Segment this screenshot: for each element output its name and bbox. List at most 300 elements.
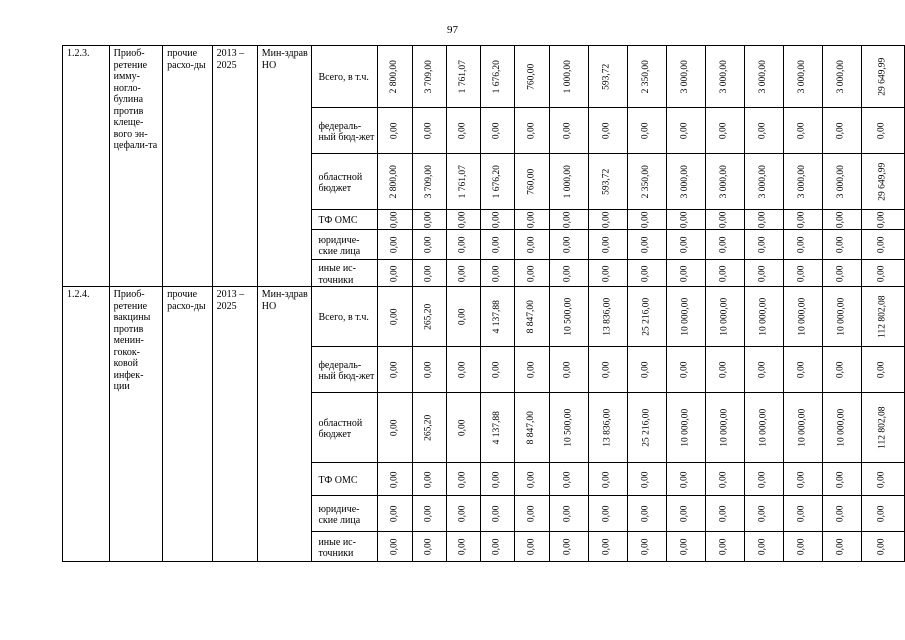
value-text: 0,00 xyxy=(601,122,612,140)
value-cell xyxy=(549,393,588,463)
value-text: 0,00 xyxy=(423,538,434,556)
value-cell xyxy=(378,260,412,287)
value-text: 3 000,00 xyxy=(718,60,729,94)
value-cell xyxy=(822,230,861,260)
value-text: 0,00 xyxy=(423,265,434,282)
value-text: 0,00 xyxy=(526,538,537,556)
value-text: 0,00 xyxy=(877,505,888,523)
value-cell xyxy=(666,154,705,210)
value-text: 3 000,00 xyxy=(679,165,690,199)
value-text: 0,00 xyxy=(796,122,807,140)
value-cell xyxy=(549,230,588,260)
value-cell xyxy=(861,287,904,347)
value-cell xyxy=(515,230,549,260)
value-cell xyxy=(822,463,861,496)
value-text: 4 137,88 xyxy=(491,300,502,334)
value-cell xyxy=(783,496,822,532)
value-text: 0,00 xyxy=(389,538,400,556)
value-text: 3 000,00 xyxy=(835,165,846,199)
value-cell xyxy=(378,230,412,260)
value-cell xyxy=(822,287,861,347)
value-cell xyxy=(822,46,861,108)
value-cell xyxy=(446,496,480,532)
value-cell xyxy=(481,463,515,496)
value-text: 112 802,08 xyxy=(877,406,888,450)
table-body xyxy=(63,46,905,562)
value-text: 10 000,00 xyxy=(757,409,768,447)
value-cell xyxy=(412,463,446,496)
value-text: 0,00 xyxy=(491,122,502,140)
value-cell xyxy=(588,287,627,347)
value-text: 3 709,00 xyxy=(423,165,434,199)
funding-source: юридиче-ские лица xyxy=(312,230,378,260)
value-text: 0,00 xyxy=(640,505,651,523)
value-cell xyxy=(705,46,744,108)
value-cell xyxy=(861,260,904,287)
value-cell xyxy=(588,210,627,230)
value-cell xyxy=(783,154,822,210)
funding-source: федераль-ный бюд-жет xyxy=(312,108,378,154)
value-text: 0,00 xyxy=(526,505,537,523)
value-cell xyxy=(378,108,412,154)
value-text: 760,00 xyxy=(526,168,537,196)
value-text: 0,00 xyxy=(757,236,768,254)
value-cell xyxy=(446,108,480,154)
value-text: 0,00 xyxy=(562,265,573,282)
value-text: 0,00 xyxy=(526,236,537,254)
value-cell xyxy=(446,230,480,260)
value-cell xyxy=(412,230,446,260)
value-cell xyxy=(481,154,515,210)
value-text: 13 836,00 xyxy=(601,298,612,336)
value-text: 8 847,00 xyxy=(526,411,537,445)
value-text: 10 000,00 xyxy=(796,409,807,447)
value-cell xyxy=(822,496,861,532)
value-cell xyxy=(822,210,861,230)
value-text: 0,00 xyxy=(491,236,502,254)
value-cell xyxy=(481,347,515,393)
value-cell xyxy=(481,393,515,463)
value-text: 0,00 xyxy=(389,308,400,326)
value-text: 10 000,00 xyxy=(835,409,846,447)
value-text: 0,00 xyxy=(423,471,434,488)
value-text: 0,00 xyxy=(679,211,690,229)
value-text: 0,00 xyxy=(877,265,888,282)
value-text: 1 761,07 xyxy=(457,60,468,94)
value-cell xyxy=(515,463,549,496)
value-text: 0,00 xyxy=(835,505,846,523)
value-cell xyxy=(515,260,549,287)
value-cell xyxy=(412,108,446,154)
value-text: 0,00 xyxy=(526,122,537,140)
value-cell xyxy=(378,210,412,230)
value-text: 0,00 xyxy=(835,265,846,282)
value-cell xyxy=(378,347,412,393)
funding-source: федераль-ный бюд-жет xyxy=(312,347,378,393)
value-cell xyxy=(515,46,549,108)
funding-source: Всего, в т.ч. xyxy=(312,287,378,347)
row-expense: прочие расхо-ды xyxy=(163,287,212,562)
value-cell xyxy=(446,46,480,108)
value-text: 0,00 xyxy=(457,122,468,140)
value-text: 0,00 xyxy=(718,361,729,379)
value-text: 0,00 xyxy=(796,361,807,379)
value-text: 0,00 xyxy=(562,361,573,379)
value-cell xyxy=(744,532,783,562)
value-text: 0,00 xyxy=(796,505,807,523)
value-text: 25 216,00 xyxy=(640,298,651,336)
value-cell xyxy=(783,393,822,463)
value-cell xyxy=(744,230,783,260)
value-cell xyxy=(666,260,705,287)
value-cell xyxy=(588,347,627,393)
funding-source: Всего, в т.ч. xyxy=(312,46,378,108)
value-text: 0,00 xyxy=(718,538,729,556)
value-text: 2 800,00 xyxy=(389,60,400,94)
value-text: 0,00 xyxy=(877,236,888,254)
value-text: 3 000,00 xyxy=(718,165,729,199)
value-text: 0,00 xyxy=(640,538,651,556)
row-name: Приоб-ретение вакцины против менин-гокок-ковой инфек-ции xyxy=(109,287,163,562)
value-text: 0,00 xyxy=(640,236,651,254)
value-cell xyxy=(666,108,705,154)
value-cell xyxy=(783,287,822,347)
value-cell xyxy=(549,260,588,287)
value-cell xyxy=(378,496,412,532)
value-text: 0,00 xyxy=(601,236,612,254)
value-text: 0,00 xyxy=(757,265,768,282)
funding-source: ТФ ОМС xyxy=(312,463,378,496)
value-cell xyxy=(515,154,549,210)
value-cell xyxy=(783,210,822,230)
funding-source: иные ис-точники xyxy=(312,260,378,287)
value-cell xyxy=(412,393,446,463)
value-cell xyxy=(378,46,412,108)
row-executor: Мин-здрав НО xyxy=(257,46,312,287)
value-cell xyxy=(378,287,412,347)
table-row xyxy=(63,287,905,347)
value-cell xyxy=(588,46,627,108)
value-cell xyxy=(783,230,822,260)
value-cell xyxy=(666,393,705,463)
value-cell xyxy=(481,46,515,108)
value-cell xyxy=(627,108,666,154)
value-cell xyxy=(549,463,588,496)
value-text: 10 500,00 xyxy=(562,409,573,447)
value-cell xyxy=(666,287,705,347)
value-text: 0,00 xyxy=(389,265,400,282)
value-text: 0,00 xyxy=(835,538,846,556)
value-text: 29 649,99 xyxy=(877,58,888,96)
value-text: 10 000,00 xyxy=(679,409,690,447)
value-cell xyxy=(705,287,744,347)
value-text: 3 000,00 xyxy=(679,60,690,94)
value-text: 0,00 xyxy=(718,471,729,488)
value-text: 0,00 xyxy=(491,471,502,488)
value-cell xyxy=(744,287,783,347)
value-text: 0,00 xyxy=(877,471,888,488)
value-text: 0,00 xyxy=(526,265,537,282)
value-text: 0,00 xyxy=(640,361,651,379)
value-text: 0,00 xyxy=(526,361,537,379)
value-text: 0,00 xyxy=(457,361,468,379)
value-text: 0,00 xyxy=(757,211,768,229)
value-cell xyxy=(744,347,783,393)
value-cell xyxy=(481,532,515,562)
value-text: 1 000,00 xyxy=(562,60,573,94)
value-text: 0,00 xyxy=(423,122,434,140)
value-text: 10 000,00 xyxy=(796,298,807,336)
value-cell xyxy=(549,347,588,393)
value-text: 0,00 xyxy=(423,211,434,229)
value-text: 0,00 xyxy=(601,471,612,488)
value-cell xyxy=(783,532,822,562)
value-text: 0,00 xyxy=(640,471,651,488)
value-text: 0,00 xyxy=(679,505,690,523)
value-text: 0,00 xyxy=(423,236,434,254)
value-text: 3 709,00 xyxy=(423,60,434,94)
value-text: 0,00 xyxy=(796,236,807,254)
value-cell xyxy=(861,532,904,562)
value-cell xyxy=(822,260,861,287)
value-cell xyxy=(588,108,627,154)
value-text: 760,00 xyxy=(526,63,537,91)
value-text: 3 000,00 xyxy=(757,165,768,199)
value-cell xyxy=(705,463,744,496)
value-text: 0,00 xyxy=(601,265,612,282)
value-text: 0,00 xyxy=(835,211,846,229)
value-text: 0,00 xyxy=(457,471,468,488)
row-period: 2013 – 2025 xyxy=(212,46,257,287)
value-text: 0,00 xyxy=(457,236,468,254)
value-cell xyxy=(378,532,412,562)
value-text: 0,00 xyxy=(679,471,690,488)
value-cell xyxy=(481,496,515,532)
value-cell xyxy=(822,108,861,154)
value-cell xyxy=(481,210,515,230)
value-cell xyxy=(627,230,666,260)
value-cell xyxy=(481,108,515,154)
value-cell xyxy=(412,347,446,393)
value-cell xyxy=(705,154,744,210)
value-cell xyxy=(588,463,627,496)
value-cell xyxy=(446,393,480,463)
value-cell xyxy=(861,347,904,393)
value-text: 10 000,00 xyxy=(835,298,846,336)
value-cell xyxy=(783,108,822,154)
value-cell xyxy=(744,154,783,210)
row-code: 1.2.3. xyxy=(63,46,110,287)
value-text: 0,00 xyxy=(640,122,651,140)
value-text: 10 000,00 xyxy=(718,409,729,447)
value-text: 0,00 xyxy=(835,236,846,254)
value-text: 0,00 xyxy=(718,211,729,229)
value-text: 0,00 xyxy=(562,236,573,254)
value-cell xyxy=(666,347,705,393)
value-text: 3 000,00 xyxy=(757,60,768,94)
value-text: 1 676,20 xyxy=(491,165,502,199)
value-cell xyxy=(481,260,515,287)
value-cell xyxy=(412,532,446,562)
value-cell xyxy=(588,230,627,260)
row-code: 1.2.4. xyxy=(63,287,110,562)
value-text: 265,20 xyxy=(423,414,434,442)
value-text: 0,00 xyxy=(601,211,612,229)
value-cell xyxy=(588,154,627,210)
value-text: 0,00 xyxy=(877,122,888,140)
value-text: 0,00 xyxy=(757,471,768,488)
value-text: 0,00 xyxy=(423,361,434,379)
value-text: 0,00 xyxy=(718,236,729,254)
value-cell xyxy=(515,496,549,532)
value-cell xyxy=(627,347,666,393)
funding-source: иные ис-точники xyxy=(312,532,378,562)
value-text: 1 761,07 xyxy=(457,165,468,199)
value-cell xyxy=(549,108,588,154)
value-cell xyxy=(446,260,480,287)
value-text: 10 500,00 xyxy=(562,298,573,336)
value-text: 0,00 xyxy=(835,471,846,488)
value-text: 0,00 xyxy=(457,538,468,556)
value-text: 0,00 xyxy=(679,538,690,556)
value-text: 265,20 xyxy=(423,303,434,331)
value-text: 0,00 xyxy=(562,471,573,488)
value-cell xyxy=(861,463,904,496)
value-cell xyxy=(666,46,705,108)
value-cell xyxy=(627,463,666,496)
table-row xyxy=(63,46,905,108)
value-text: 0,00 xyxy=(389,236,400,254)
value-cell xyxy=(861,46,904,108)
value-cell xyxy=(822,347,861,393)
value-cell xyxy=(515,108,549,154)
value-text: 13 836,00 xyxy=(601,409,612,447)
value-text: 112 802,08 xyxy=(877,295,888,339)
value-text: 0,00 xyxy=(423,505,434,523)
value-cell xyxy=(515,210,549,230)
value-cell xyxy=(783,46,822,108)
value-cell xyxy=(446,210,480,230)
value-text: 0,00 xyxy=(562,505,573,523)
funding-source: областной бюджет xyxy=(312,393,378,463)
value-cell xyxy=(627,260,666,287)
value-cell xyxy=(744,393,783,463)
value-cell xyxy=(412,496,446,532)
value-cell xyxy=(705,210,744,230)
value-cell xyxy=(588,496,627,532)
value-text: 0,00 xyxy=(526,211,537,229)
value-text: 0,00 xyxy=(562,538,573,556)
value-text: 0,00 xyxy=(389,505,400,523)
value-text: 0,00 xyxy=(640,265,651,282)
row-expense: прочие расхо-ды xyxy=(163,46,212,287)
value-cell xyxy=(744,210,783,230)
value-text: 0,00 xyxy=(796,265,807,282)
value-text: 0,00 xyxy=(491,361,502,379)
value-text: 4 137,88 xyxy=(491,411,502,445)
value-text: 10 000,00 xyxy=(679,298,690,336)
value-cell xyxy=(666,230,705,260)
funding-source: областной бюджет xyxy=(312,154,378,210)
value-cell xyxy=(549,46,588,108)
value-text: 0,00 xyxy=(601,538,612,556)
value-text: 0,00 xyxy=(757,505,768,523)
value-cell xyxy=(378,154,412,210)
funding-source: юридиче-ские лица xyxy=(312,496,378,532)
value-cell xyxy=(549,154,588,210)
value-cell xyxy=(588,393,627,463)
value-cell xyxy=(412,154,446,210)
value-cell xyxy=(549,532,588,562)
value-text: 593,72 xyxy=(601,63,612,91)
value-text: 2 350,00 xyxy=(640,60,651,94)
value-cell xyxy=(588,260,627,287)
row-executor: Мин-здрав НО xyxy=(257,287,312,562)
value-text: 0,00 xyxy=(679,236,690,254)
value-cell xyxy=(666,496,705,532)
value-cell xyxy=(705,347,744,393)
row-name: Приоб-ретение иммy-ногло-булина против клеще-вого эн-цефали-та xyxy=(109,46,163,287)
value-cell xyxy=(861,393,904,463)
value-cell xyxy=(705,496,744,532)
value-text: 0,00 xyxy=(491,211,502,229)
value-text: 0,00 xyxy=(491,538,502,556)
value-cell xyxy=(627,532,666,562)
value-cell xyxy=(705,230,744,260)
value-text: 0,00 xyxy=(457,265,468,282)
value-text: 0,00 xyxy=(457,419,468,437)
value-text: 2 350,00 xyxy=(640,165,651,199)
value-cell xyxy=(861,154,904,210)
value-text: 0,00 xyxy=(457,505,468,523)
value-text: 29 649,99 xyxy=(877,163,888,201)
value-cell xyxy=(783,347,822,393)
value-cell xyxy=(627,496,666,532)
value-text: 0,00 xyxy=(601,361,612,379)
value-cell xyxy=(446,154,480,210)
value-text: 0,00 xyxy=(679,265,690,282)
value-cell xyxy=(705,108,744,154)
value-cell xyxy=(744,108,783,154)
value-cell xyxy=(861,230,904,260)
value-text: 0,00 xyxy=(757,538,768,556)
value-text: 3 000,00 xyxy=(796,60,807,94)
value-text: 0,00 xyxy=(457,211,468,229)
value-text: 3 000,00 xyxy=(796,165,807,199)
value-text: 593,72 xyxy=(601,168,612,196)
value-text: 1 000,00 xyxy=(562,165,573,199)
value-cell xyxy=(666,210,705,230)
value-cell xyxy=(705,260,744,287)
value-cell xyxy=(783,260,822,287)
value-text: 0,00 xyxy=(757,122,768,140)
value-cell xyxy=(588,532,627,562)
value-text: 0,00 xyxy=(601,505,612,523)
value-cell xyxy=(627,393,666,463)
value-cell xyxy=(412,260,446,287)
value-text: 3 000,00 xyxy=(835,60,846,94)
value-text: 0,00 xyxy=(389,211,400,229)
value-cell xyxy=(515,347,549,393)
value-cell xyxy=(627,154,666,210)
value-text: 0,00 xyxy=(757,361,768,379)
value-cell xyxy=(705,393,744,463)
value-cell xyxy=(744,46,783,108)
value-text: 0,00 xyxy=(389,471,400,488)
value-cell xyxy=(744,496,783,532)
value-text: 0,00 xyxy=(389,122,400,140)
value-cell xyxy=(666,532,705,562)
